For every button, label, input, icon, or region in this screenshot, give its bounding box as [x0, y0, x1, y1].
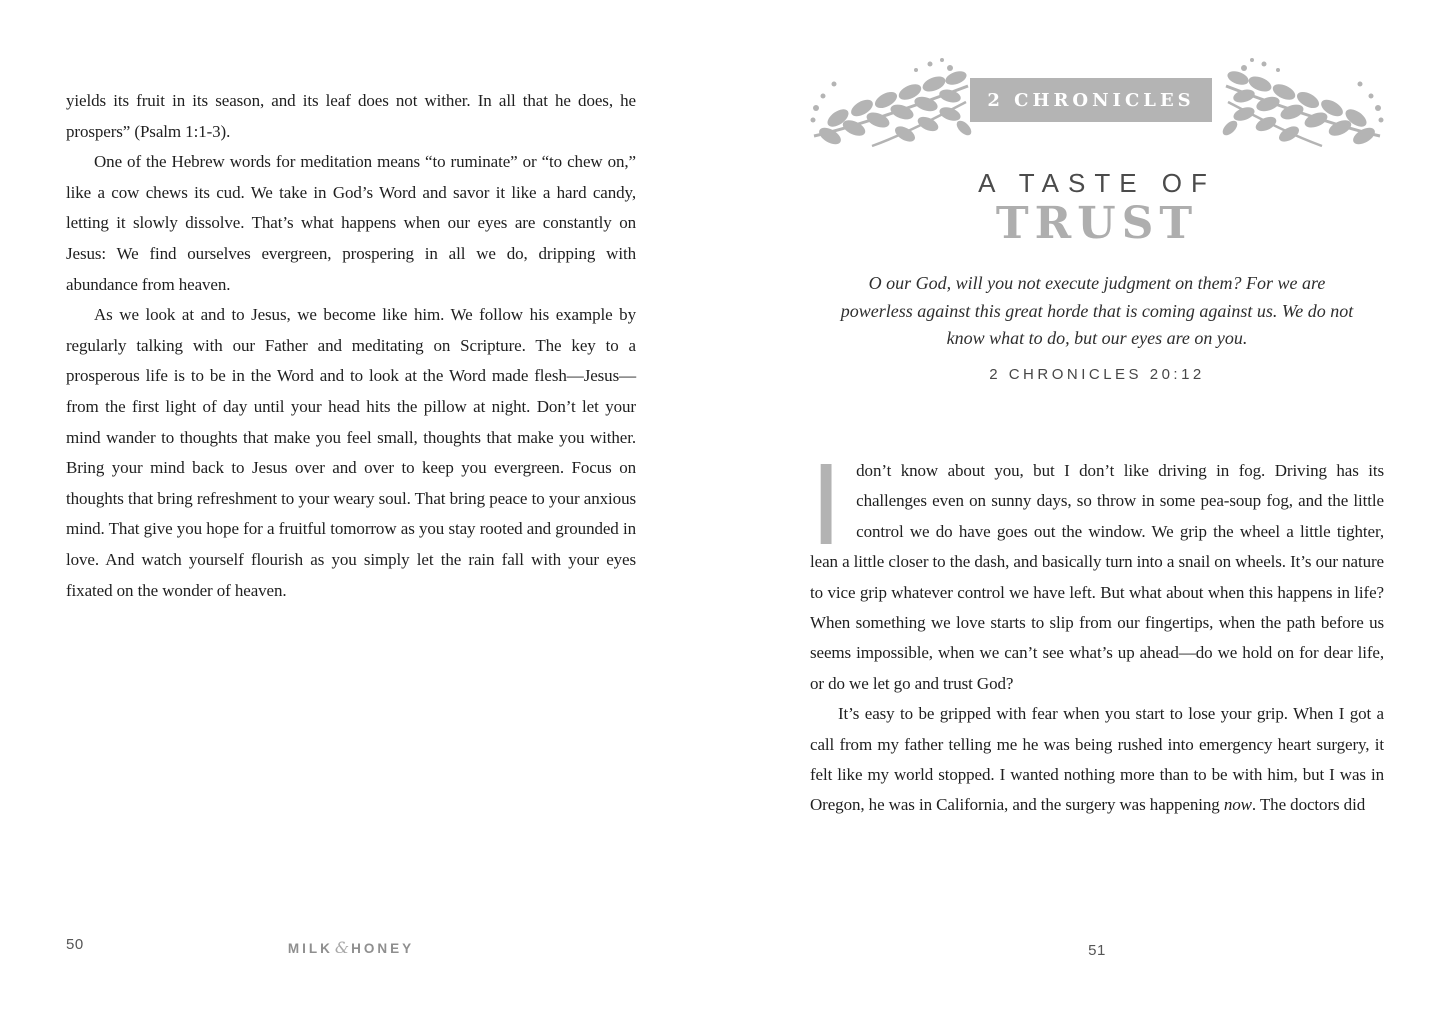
left-page-text-block	[66, 86, 636, 606]
paragraph-text: . The doctors did	[1251, 795, 1366, 815]
page-number-left: 50	[66, 936, 84, 953]
scripture-reference: 2 CHRONICLES 20:12	[989, 366, 1205, 383]
book-banner: 2 CHRONICLES	[970, 78, 1212, 122]
body-paragraph: yields its fruit in its season, and its leaf does not wither. In all that he does, he prospers” (Psalm 1:1-3).	[66, 91, 636, 141]
paragraph-text: don’t know about you, but I don’t like driving in fog. Driving has its challenges even on sunny days, so throw in some pea-soup fog, and the little control we do have goes out the window. We grip the wheel a little tighter, lean a little closer to the dash, and basically turn into a snail on wheels. It’s our nature to vice grip whatever control we have left. But what about when this happens in life? When something we love starts to slip from our fingertips, when the path before us seems impossible, when we can’t see what’s up ahead—do we hold on for dear life, or do we let go and trust God?	[810, 461, 1384, 693]
chapter-header-ornament	[810, 56, 1384, 148]
italic-word: now	[1223, 795, 1252, 815]
page-number-right: 51	[1088, 942, 1106, 959]
scripture-epigraph: O our God, will you not execute judgment on them? For we are powerless against this great horde that is coming against us. We do not know what to do, but our eyes are on you.	[840, 273, 1354, 348]
brand-word-honey: HONEY	[351, 941, 415, 956]
chapter-title-line2: TRUST	[995, 198, 1199, 249]
right-page-text-block	[810, 439, 1384, 821]
paragraph-text: It’s easy to be gripped with fear when you start to lose your grip. When I got a call from my father telling me he was being rushed into emergency heart surgery, it felt like my world stopped. I wanted nothing more than to be with him, but I was in Oregon, he was in California, and the surgery was happening	[810, 704, 1384, 815]
body-paragraph: One of the Hebrew words for meditation means “to ruminate” or “to chew on,” like a cow chews its cud. We take in God’s Word and savor it like a hard candy, letting it slowly dissolve. That’s what happens when our eyes are constantly on Jesus: We find ourselves evergreen, prospering in all we do, dripping with abundance from heaven.	[66, 152, 636, 294]
brand-word-milk: MILK	[287, 941, 333, 956]
body-paragraph	[810, 439, 1384, 699]
brand-ampersand: &	[334, 938, 350, 957]
body-paragraph	[810, 699, 1384, 821]
book-brand-footer	[66, 938, 636, 957]
body-paragraph: As we look at and to Jesus, we become like him. We follow his example by regularly talking with our Father and meditating on Scripture. The key to a prosperous life is to be in the Word and to look at the Word made flesh—Jesus—from the first light of day until your head hits the pillow at night. Don’t let your mind wander to thoughts that make you feel small, thoughts that make you wither. Bring your mind back to Jesus over and over to keep you evergreen. Focus on thoughts that bring refreshment to your weary soul. That bring peace to your anxious mind. That give you hope for a fruitful tomorrow as you stay rooted and grounded in love. And watch yourself flourish as you simply let the rain fall with your eyes fixated on the wonder of heaven.	[66, 305, 636, 600]
chapter-title-line1: A TASTE OF	[978, 168, 1216, 198]
drop-cap-letter: I	[810, 439, 843, 569]
right-page	[810, 56, 1384, 815]
